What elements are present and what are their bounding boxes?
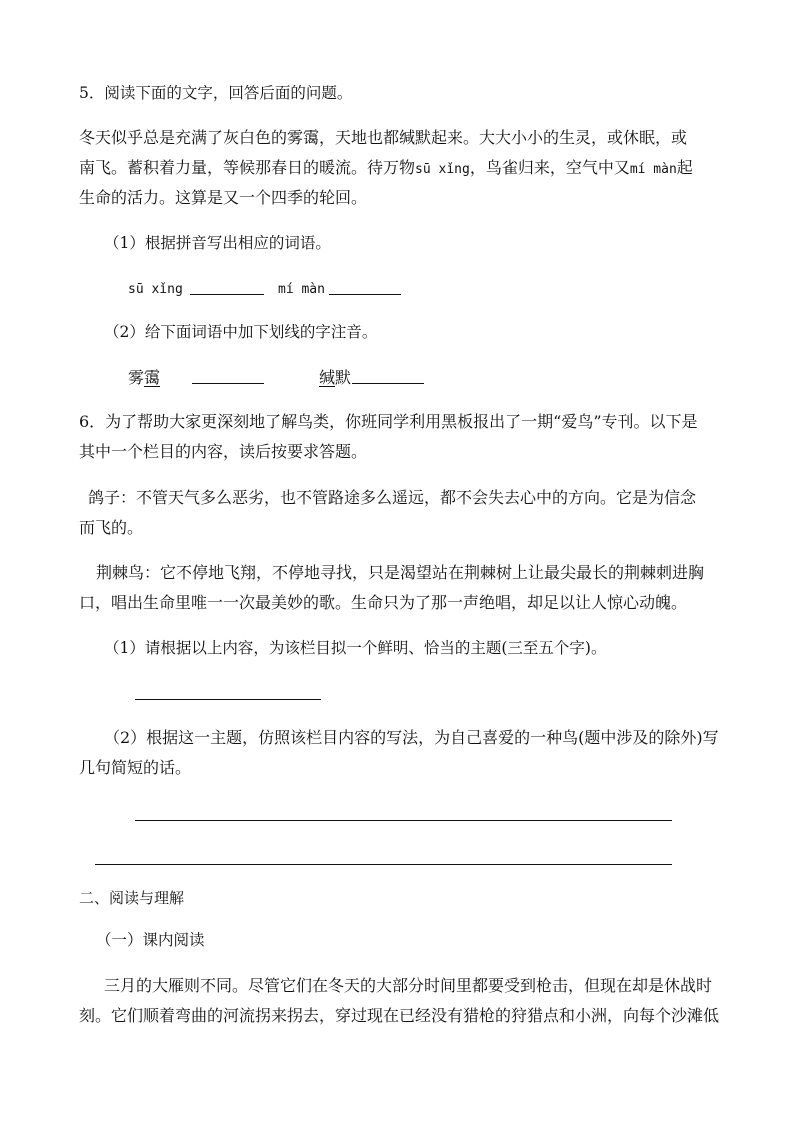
section-2-passage-line-1: 三月的大雁则不同。尽管它们在冬天的大部分时间里都要受到枪击，但现在却是休战时 [104,976,713,995]
q6-sub1-prompt: （1）请根据以上内容，为该栏目拟一个鲜明、恰当的主题(三至五个字)。 [104,639,607,657]
q5-sub2-prompt: （2）给下面词语中加下划线的字注音。 [104,323,378,341]
section-2-passage-line-2: 刻。它们顺着弯曲的河流拐来拐去，穿过现在已经没有猎枪的狩猎点和小洲，向每个沙滩低 [79,1006,720,1025]
q5-passage-line-2 [79,158,693,180]
q6-sub2-prompt-line-2: 几句简短的话。 [79,758,192,777]
q5-answer-blank-ai[interactable] [192,383,264,384]
section-2-subtitle: （一）课内阅读 [96,931,205,949]
q5-passage-text-a: 南飞。蓄积着力量，等候那春日的暖流。待万物 [79,158,416,177]
q6-title-line-1: 6．为了帮助大家更深刻地了解鸟类，你班同学利用黑板报出了一期“爱鸟”专刊。以下是 [79,412,698,431]
q5-answer-blank-suxing[interactable] [190,294,264,295]
q6-title-line-2: 其中一个栏目的内容，读后按要求答题。 [79,442,368,461]
q5-pinyin-suxing: sū xǐng [415,162,470,177]
q6-answer-blank-theme[interactable] [135,699,321,700]
q5-passage-line-3: 生命的活力。这算是又一个四季的轮回。 [79,188,368,207]
q6-answer-line-2[interactable] [95,864,672,865]
q5-passage-text-c: 起 [676,158,693,177]
q5-passage-text-b: ，鸟雀归来，空气中又 [469,158,630,177]
q5-word-jianmo [319,368,351,388]
section-2-title: 二、阅读与理解 [79,889,185,907]
q5-pinyin-miman: mí màn [629,162,677,177]
q6-thornbird-line-2: 口，唱出生命里唯一一次最美妙的歌。生命只为了那一声绝唱，却足以让人惊心动魄。 [79,593,688,612]
q5-word-wuai [128,368,160,388]
q5-title: 5．阅读下面的文字，回答后面的问题。 [79,84,353,102]
q5-answer-blank-miman[interactable] [329,294,401,295]
q5-word-wuai-char1: 雾 [128,368,145,387]
q5-word-jianmo-char2: 默 [335,368,352,387]
q6-pigeon-line-1: 鸽子：不管天气多么恶劣，也不管路途多么遥远，都不会失去心中的方向。它是为信念 [88,488,697,507]
q6-sub2-prompt-line-1: （2）根据这一主题，仿照该栏目内容的写法，为自己喜爱的一种鸟(题中涉及的除外)写 [104,728,719,747]
q5-passage-line-1: 冬天似乎总是充满了灰白色的雾霭，天地也都缄默起来。大大小小的生灵，或休眠，或 [79,128,688,147]
q5-word-wuai-underlined: 霭 [144,368,161,387]
q5-word-jianmo-underlined: 缄 [319,368,336,387]
q6-answer-line-1[interactable] [135,820,672,821]
q5-sub1-item-miman: mí màn [278,282,325,297]
q6-pigeon-line-2: 而飞的。 [79,518,144,537]
q5-answer-blank-jian[interactable] [352,383,424,384]
q6-thornbird-line-1: 荆棘鸟：它不停地飞翔，不停地寻找，只是渴望站在荆棘树上让最尖最长的荆棘刺进胸 [96,563,705,582]
q5-sub1-item-suxing: sū xǐng [128,282,183,297]
q5-sub1-prompt: （1）根据拼音写出相应的词语。 [104,234,331,252]
